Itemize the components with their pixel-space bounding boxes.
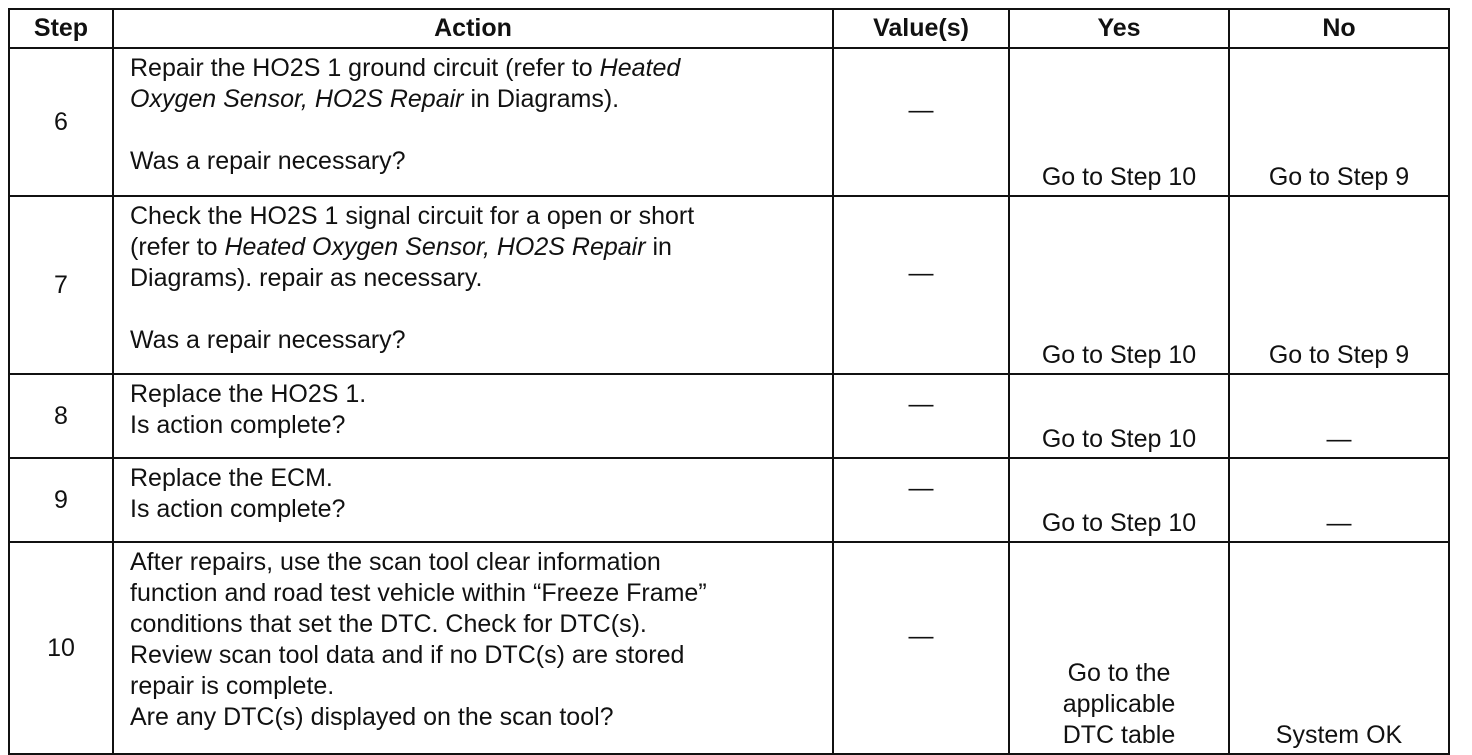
action-reference: Heated Oxygen Sensor, HO2S Repair [224,233,646,261]
action-line: After repairs, use the scan tool clear information [130,548,661,576]
header-no: No [1229,9,1449,48]
yes-line: applicable [1062,690,1176,718]
action-line: repair is complete. [130,672,335,700]
action-question: Are any DTC(s) displayed on the scan tool? [130,703,614,731]
value-cell [833,48,1009,196]
table-row [9,48,1449,196]
action-spacer [130,115,824,146]
action-cell [113,374,833,458]
header-values: Value(s) [833,9,1009,48]
action-text: Repair the HO2S 1 ground circuit (refer to [130,54,600,82]
action-line: Replace the ECM. [130,464,333,492]
step-number: 9 [9,458,113,542]
action-line: Diagrams). repair as necessary. [130,264,483,292]
yes-cell: Go to Step 10 [1009,196,1229,374]
no-cell: — [1229,458,1449,542]
value-dash: — [908,258,934,287]
value-dash: — [908,621,934,650]
header-step: Step [9,9,113,48]
value-dash: — [908,473,934,502]
table-row [9,458,1449,542]
no-cell: System OK [1229,542,1449,754]
table-row [9,374,1449,458]
action-line: Replace the HO2S 1. [130,380,367,408]
action-cell [113,48,833,196]
action-line: function and road test vehicle within “Freeze Frame” [130,579,707,607]
action-text: in Diagrams). [463,85,620,113]
yes-line: DTC table [1062,721,1176,749]
value-cell [833,458,1009,542]
value-dash: — [908,389,934,418]
header-yes: Yes [1009,9,1229,48]
action-line: Review scan tool data and if no DTC(s) are stored [130,641,685,669]
yes-cell: Go to Step 10 [1009,458,1229,542]
action-cell [113,458,833,542]
step-number: 8 [9,374,113,458]
action-text: in [645,233,672,261]
action-reference: Oxygen Sensor, HO2S Repair [130,85,464,113]
action-text: (refer to [130,233,225,261]
value-dash: — [908,95,934,124]
header-action: Action [113,9,833,48]
action-spacer [130,294,824,325]
step-number: 6 [9,48,113,196]
action-line [130,232,824,263]
action-question: Was a repair necessary? [130,147,406,175]
action-line: conditions that set the DTC. Check for DTC(s). [130,610,647,638]
action-cell [113,196,833,374]
no-cell: Go to Step 9 [1229,48,1449,196]
value-cell [833,374,1009,458]
action-line [130,53,824,84]
action-line [130,84,824,115]
value-cell [833,542,1009,754]
action-question: Is action complete? [130,411,346,439]
header-row [9,9,1449,48]
step-number: 10 [9,542,113,754]
action-cell [113,542,833,754]
step-number: 7 [9,196,113,374]
yes-cell: Go to Step 10 [1009,48,1229,196]
yes-line: Go to the [1067,659,1171,687]
action-reference: Heated [599,54,681,82]
diagnostic-table [8,8,1450,755]
action-question: Is action complete? [130,495,346,523]
yes-cell [1009,542,1229,754]
action-question: Was a repair necessary? [130,326,406,354]
value-cell [833,196,1009,374]
table-row [9,196,1449,374]
table-row [9,542,1449,754]
yes-cell: Go to Step 10 [1009,374,1229,458]
no-cell: Go to Step 9 [1229,196,1449,374]
action-line: Check the HO2S 1 signal circuit for a open or short [130,202,695,230]
no-cell: — [1229,374,1449,458]
